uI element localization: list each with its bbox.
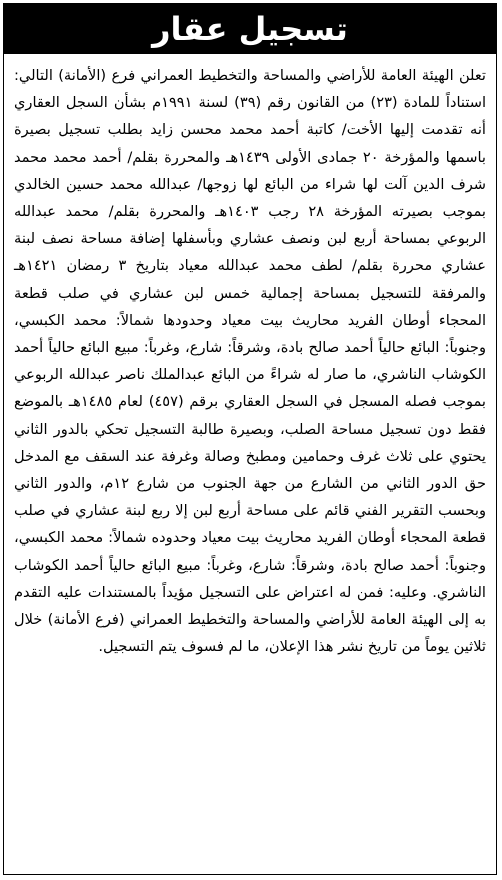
notice-body: تعلن الهيئة العامة للأراضي والمساحة والتخطيط العمراني فرع (الأمانة) التالي: استناداً للمادة (٢٣) من القانون رقم (٣٩) لسنة ١٩٩١م بشأن السجل العقاري أنه تقدمت إليها الأخت/ كاتبة أحمد محمد محسن زايد بطلب تسجيل بصيرة باسمها والمؤرخة ٢٠ جمادى الأولى ١٤٣٩هـ والمحررة بقلم/ أحمد محمد محمد شرف الدين آلت لها شراء من البائع لها زوجها/ عبدالله محمد حسين الخالدي بموجب بصيرته المؤرخة ٢٨ رجب ١٤٠٣هـ والمحررة بقلم/ محمد عبدالله الربوعي بمساحة أربع لبن ونصف عشاري وبأسفلها إضافة مساحة نصف لبنة عشاري محررة بقلم/ لطف محمد عبدالله معياد بتاريخ ٣ رمضان ١٤٢١هـ والمرفقة للتسجيل بمساحة إجمالية خمس لبن عشاري في صلب قطعة المحجاء أوطان الفريد محاريث بيت معياد وحدودها شمالاً: محمد الكبسي، وجنوباً: البائع حالياً أحمد صالح بادة، وشرقاً: شارع، وغرباً: مبيع البائع حالياً أحمد الكوشاب الناشري، ما صار له شراءً من البائع عبدالملك ناصر عبدالله الربوعي بموجب فصله المسجل في السجل العقاري برقم (٤٥٧) لعام ١٤٨٥هـ بالموضع فقط دون تسجيل مساحة الصلب، وبصيرة طالبة التسجيل تحكي بالدور الثاني يحتوي على ثلاث غرف وحمامين ومطبخ وصالة وغرفة عند السقف مع المدخل حق الدور الثاني من الشارع من جهة الجنوب من شارع ١٢م، والدور الثاني وبحسب التقرير الفني قائم على مساحة أربع لبن إلا ربع لبنة عشاري في صلب قطعة المحجاء أوطان الفريد محاريث بيت معياد وحدوده شمالاً: محمد الكبسي، وجنوباً: أحمد صالح بادة، وشرقاً: شارع، وغرباً: مبيع البائع حالياً أحمد الكوشاب الناشري. وعليه: فمن له اعتراض على التسجيل مؤيداً بالمستندات عليه التقدم به إلى الهيئة العامة للأراضي والمساحة والتخطيط العمراني (فرع الأمانة) خلال ثلاثين يوماً من تاريخ نشر هذا الإعلان، ما لم فسوف يتم التسجيل. [14, 67, 487, 656]
notice-header [4, 4, 496, 54]
notice-title: تسجيل عقار [152, 10, 348, 48]
property-registration-notice [3, 3, 497, 875]
